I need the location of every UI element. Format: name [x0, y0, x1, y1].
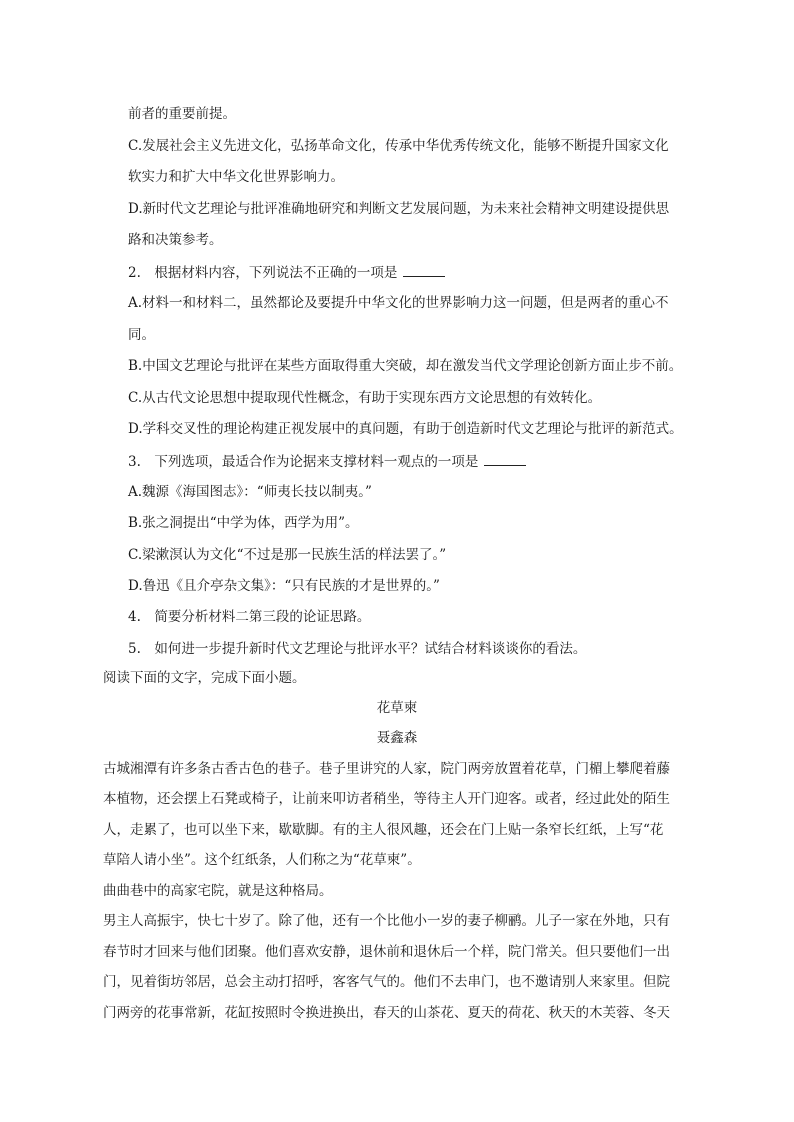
question-2-text: 2. 根据材料内容，下列说法不正确的一项是 — [128, 265, 398, 281]
option-d-line: 路和决策参考。 — [128, 232, 223, 248]
option-b-line: B.中国文艺理论与批评在某些方面取得重大突破，却在激发当代文学理论创新方面止步不前。 — [128, 358, 683, 374]
option-d-line: D.学科交叉性的理论构建正视发展中的真问题，有助于创造新时代文艺理论与批评的新范式。 — [128, 421, 683, 437]
question-3-stem — [128, 451, 526, 472]
option-c-line: C.发展社会主义先进文化，弘扬革命文化，传承中华优秀传统文化，能够不断提升国家文化 — [128, 138, 669, 154]
option-d-line: D.新时代文艺理论与批评准确地研究和判断文艺发展问题，为未来社会精神文明建设提供思 — [128, 201, 670, 217]
question-4-stem: 4. 简要分析材料二第三段的论证思路。 — [128, 609, 371, 625]
paragraph-line: 曲曲巷中的高家宅院，就是这种格局。 — [103, 883, 333, 899]
answer-blank[interactable] — [484, 451, 526, 466]
question-3-text: 3. 下列选项，最适合作为论据来支撑材料一观点的一项是 — [128, 454, 479, 470]
option-c-line: C.从古代文论思想中提取现代性概念，有助于实现东西方文论思想的有效转化。 — [128, 390, 602, 406]
answer-blank[interactable] — [403, 262, 445, 277]
option-d-line: D.鲁迅《且介亭杂文集》：“只有民族的才是世界的。” — [128, 578, 440, 594]
story-author: 聂鑫森 — [376, 730, 418, 746]
paragraph-line: 门，见着街坊邻居，总会主动打招呼，客客气气的。他们不去串门，也不邀请别人来家里。但院 — [103, 974, 670, 990]
story-title: 花草柬 — [376, 700, 418, 716]
reading-instruction: 阅读下面的文字，完成下面小题。 — [103, 670, 306, 686]
option-b-line: B.张之洞提出“中学为体，西学为用”。 — [128, 515, 359, 531]
question-5-stem: 5. 如何进一步提升新时代文艺理论与批评水平？试结合材料谈谈你的看法。 — [128, 641, 587, 657]
paragraph-line: 门两旁的花事常新，花缸按照时令换进换出，春天的山茶花、夏天的荷花、秋天的木芙蓉、冬天 — [103, 1005, 670, 1021]
paragraph-line: 古城湘潭有许多条古香古色的巷子。巷子里讲究的人家，院门两旁放置着花草，门楣上攀爬着藤 — [103, 761, 670, 777]
option-a-line: A.材料一和材料二，虽然都论及要提升中华文化的世界影响力这一问题，但是两者的重心不 — [128, 295, 669, 311]
paragraph-line: 男主人高振宇，快七十岁了。除了他，还有一个比他小一岁的妻子柳鹂。儿子一家在外地，只有 — [103, 913, 670, 929]
paragraph-line: 人，走累了，也可以坐下来，歇歇脚。有的主人很风趣，还会在门上贴一条窄长红纸，上写“花 — [103, 822, 664, 838]
option-a-line: 同。 — [128, 327, 155, 343]
text-line: 前者的重要前提。 — [128, 106, 236, 122]
option-a-line: A.魏源《海国图志》：“师夷长技以制夷。” — [128, 484, 372, 500]
option-c-line: 软实力和扩大中华文化世界影响力。 — [128, 169, 344, 185]
option-c-line: C.梁漱溟认为文化“不过是那一民族生活的样法罢了。” — [128, 547, 447, 563]
paragraph-line: 本植物，还会摆上石凳或椅子，让前来叩访者稍坐，等待主人开门迎客。或者，经过此处的陌生 — [103, 791, 670, 807]
question-2-stem — [128, 262, 445, 283]
paragraph-line: 春节时才回来与他们团聚。他们喜欢安静，退休前和退休后一个样，院门常关。但只要他们一出 — [103, 944, 670, 960]
paragraph-line: 草陪人请小坐”。这个红纸条，人们称之为“花草柬”。 — [103, 852, 421, 868]
